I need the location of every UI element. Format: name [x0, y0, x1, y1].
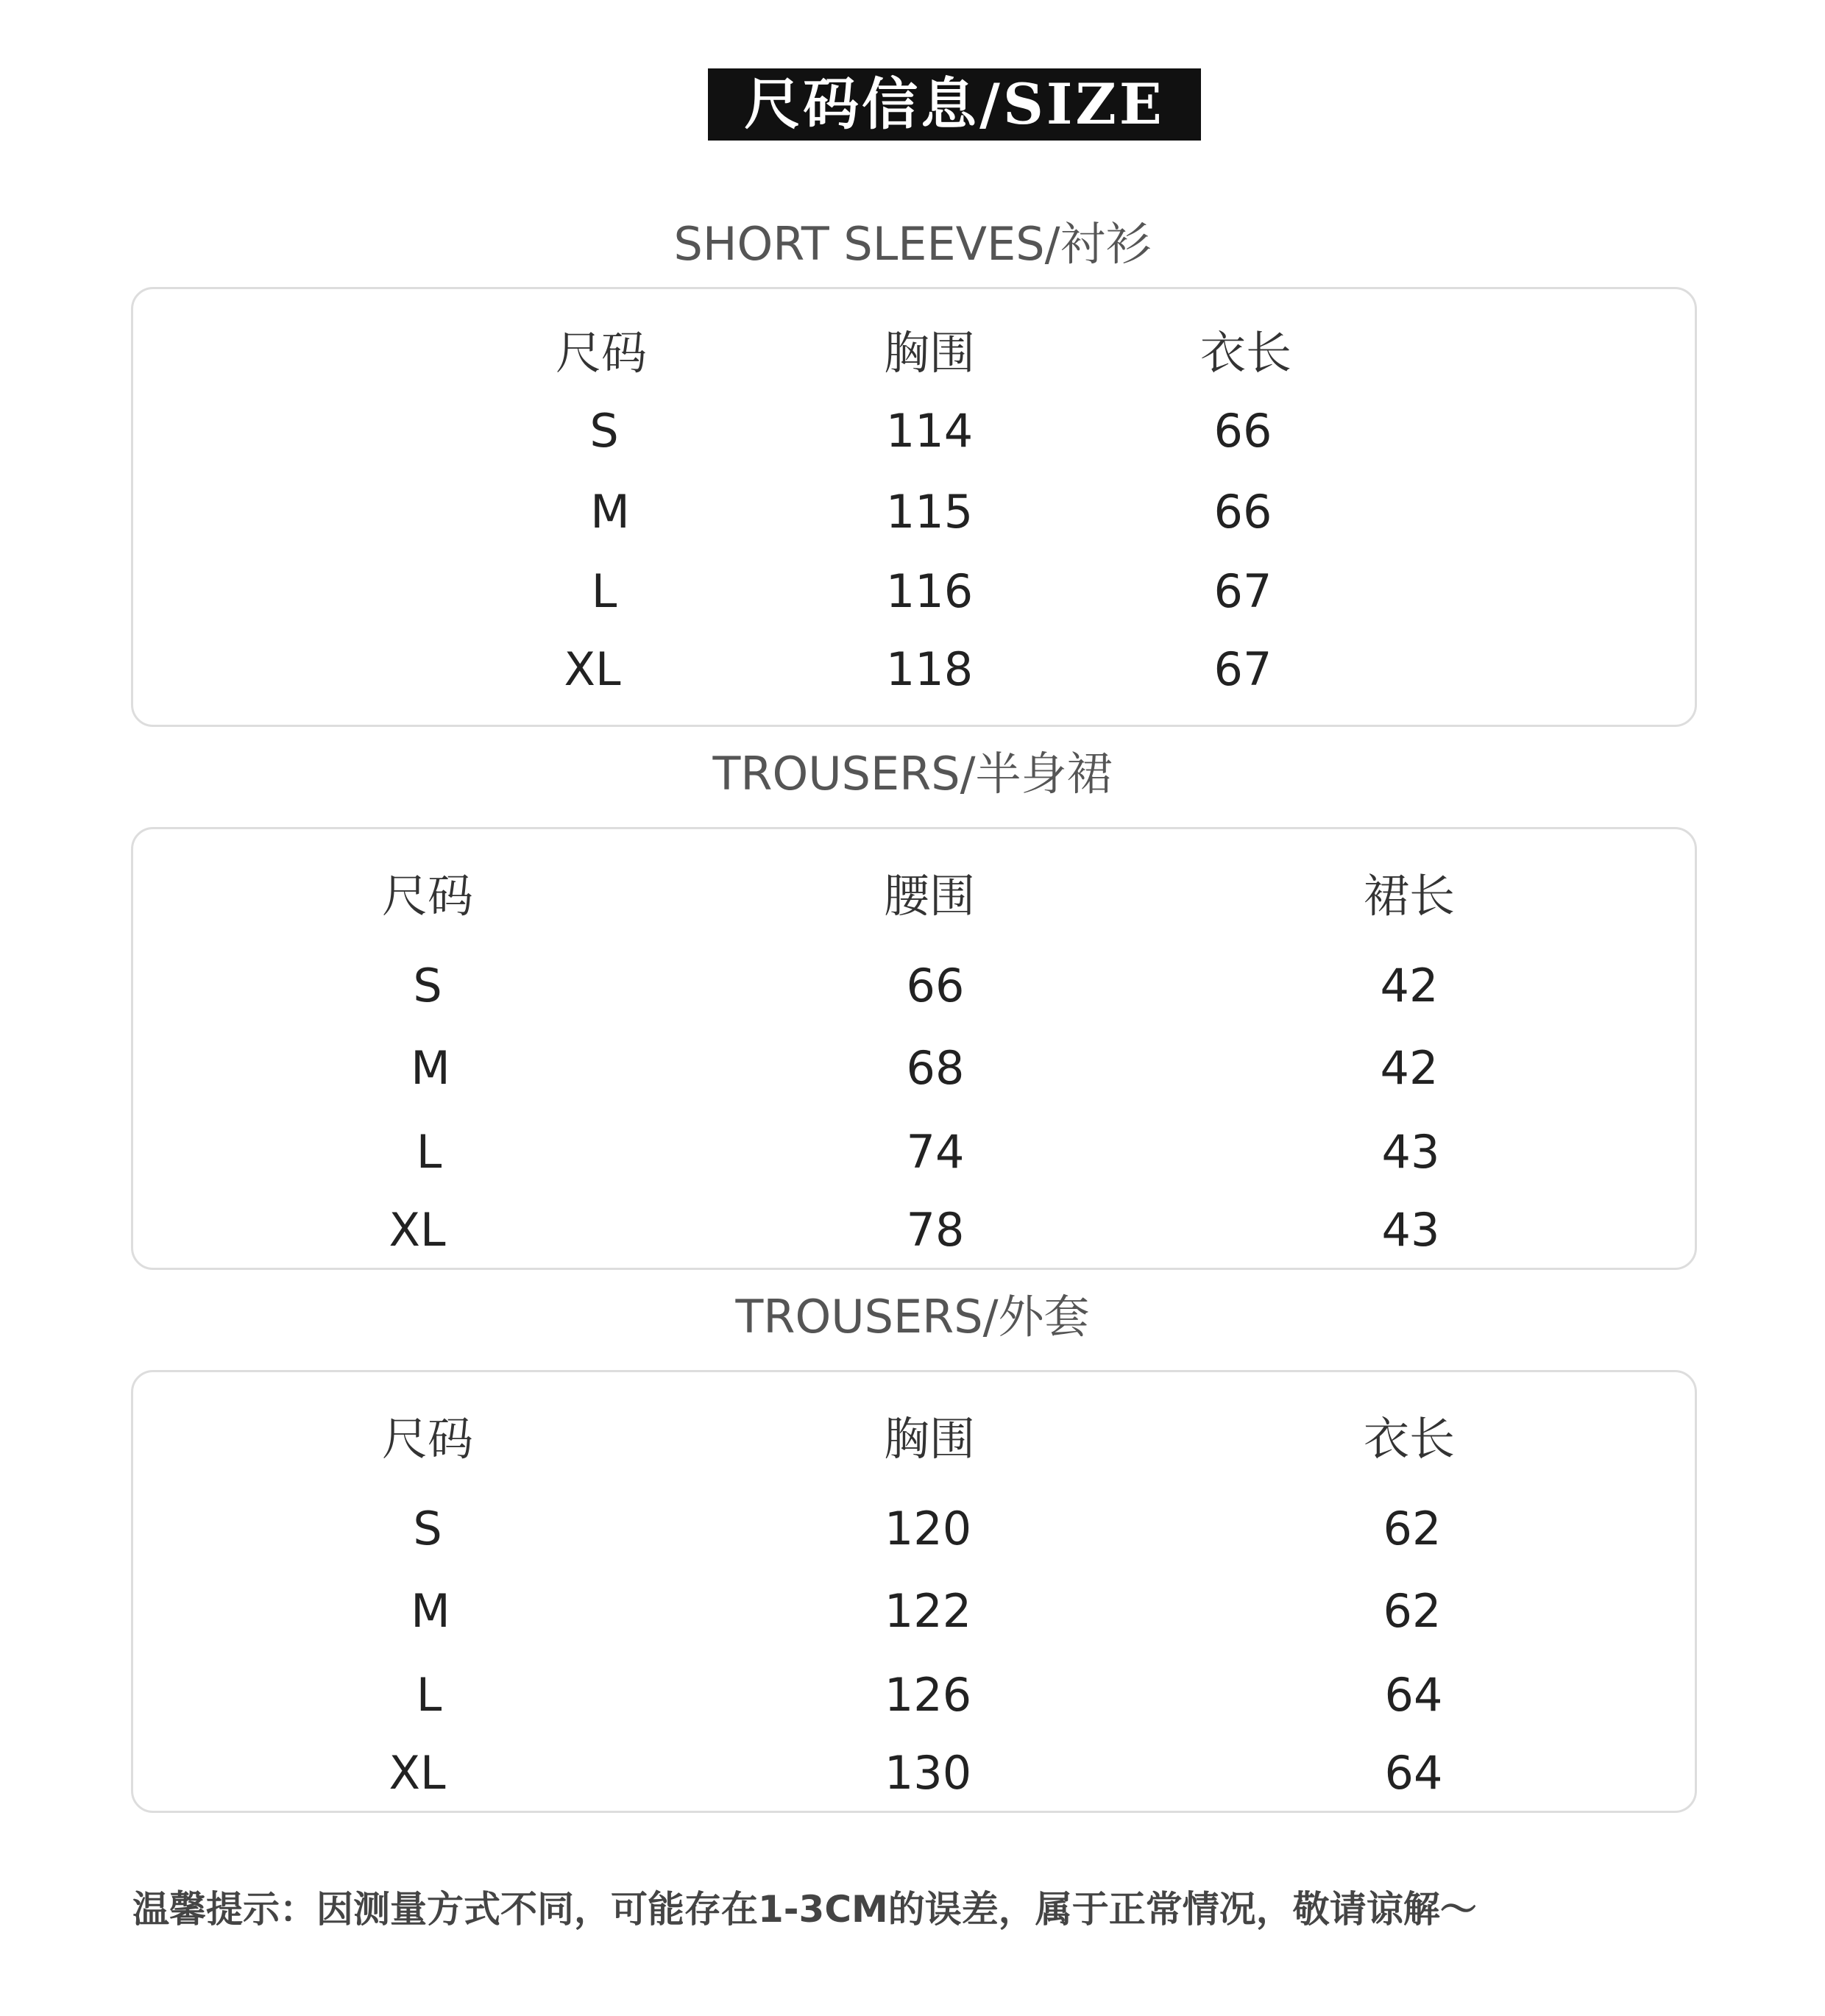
measurement-notice: 温馨提示：因测量方式不同，可能存在1-3CM的误差，属于正常情况，敬请谅解～: [132, 1888, 1477, 1931]
table-cell: 66: [1213, 485, 1272, 539]
table-header: 衣长: [1363, 1412, 1456, 1466]
table-header: 胸围: [883, 1412, 976, 1466]
table-cell: 43: [1381, 1125, 1440, 1179]
size-table-trousers-skirt: [131, 827, 1697, 1270]
section-title-trousers-skirt: TROUSERS/半身裙: [712, 747, 1113, 801]
table-cell: 74: [906, 1125, 965, 1179]
table-cell: 62: [1383, 1502, 1442, 1555]
table-cell-size: XL: [564, 642, 621, 696]
table-header: 尺码: [381, 869, 474, 923]
page-title: 尺码信息/SIZE: [708, 68, 1201, 141]
table-header: 裙长: [1363, 869, 1456, 923]
table-cell: 64: [1384, 1746, 1443, 1800]
table-cell: 115: [885, 485, 974, 539]
table-cell-size: M: [411, 1584, 450, 1638]
table-cell-size: L: [416, 1125, 442, 1179]
table-cell: 67: [1213, 564, 1272, 618]
table-cell: 130: [884, 1746, 972, 1800]
table-cell: 67: [1213, 642, 1272, 696]
table-cell-size: S: [413, 959, 442, 1012]
table-cell: 68: [906, 1041, 965, 1095]
table-cell-size: S: [413, 1502, 442, 1555]
table-header: 腰围: [883, 869, 976, 923]
table-cell: 78: [906, 1203, 965, 1257]
table-cell-size: S: [589, 404, 619, 458]
table-cell: 118: [885, 642, 974, 696]
section-title-short-sleeves: SHORT SLEEVES/衬衫: [673, 217, 1152, 271]
table-header: 尺码: [381, 1412, 474, 1466]
table-cell-size: L: [416, 1668, 442, 1722]
table-cell-size: L: [591, 564, 617, 618]
table-cell: 120: [884, 1502, 972, 1555]
table-cell: 114: [885, 404, 974, 458]
table-header: 尺码: [555, 326, 648, 380]
table-cell-size: M: [411, 1041, 450, 1095]
table-cell: 66: [1213, 404, 1272, 458]
table-cell: 126: [884, 1668, 972, 1722]
table-cell: 42: [1380, 959, 1439, 1012]
section-title-trousers-coat: TROUSERS/外套: [735, 1290, 1090, 1344]
table-cell: 66: [906, 959, 965, 1012]
table-cell-size: M: [590, 485, 630, 539]
table-header: 胸围: [883, 326, 976, 380]
table-header: 衣长: [1199, 326, 1292, 380]
table-cell: 42: [1380, 1041, 1439, 1095]
size-table-short-sleeves: [131, 287, 1697, 727]
table-cell-size: XL: [389, 1203, 446, 1257]
table-cell-size: XL: [389, 1746, 446, 1800]
table-cell: 116: [885, 564, 974, 618]
table-cell: 43: [1381, 1203, 1440, 1257]
table-cell: 122: [884, 1584, 972, 1638]
size-table-trousers-coat: [131, 1370, 1697, 1813]
table-cell: 64: [1384, 1668, 1443, 1722]
table-cell: 62: [1383, 1584, 1442, 1638]
